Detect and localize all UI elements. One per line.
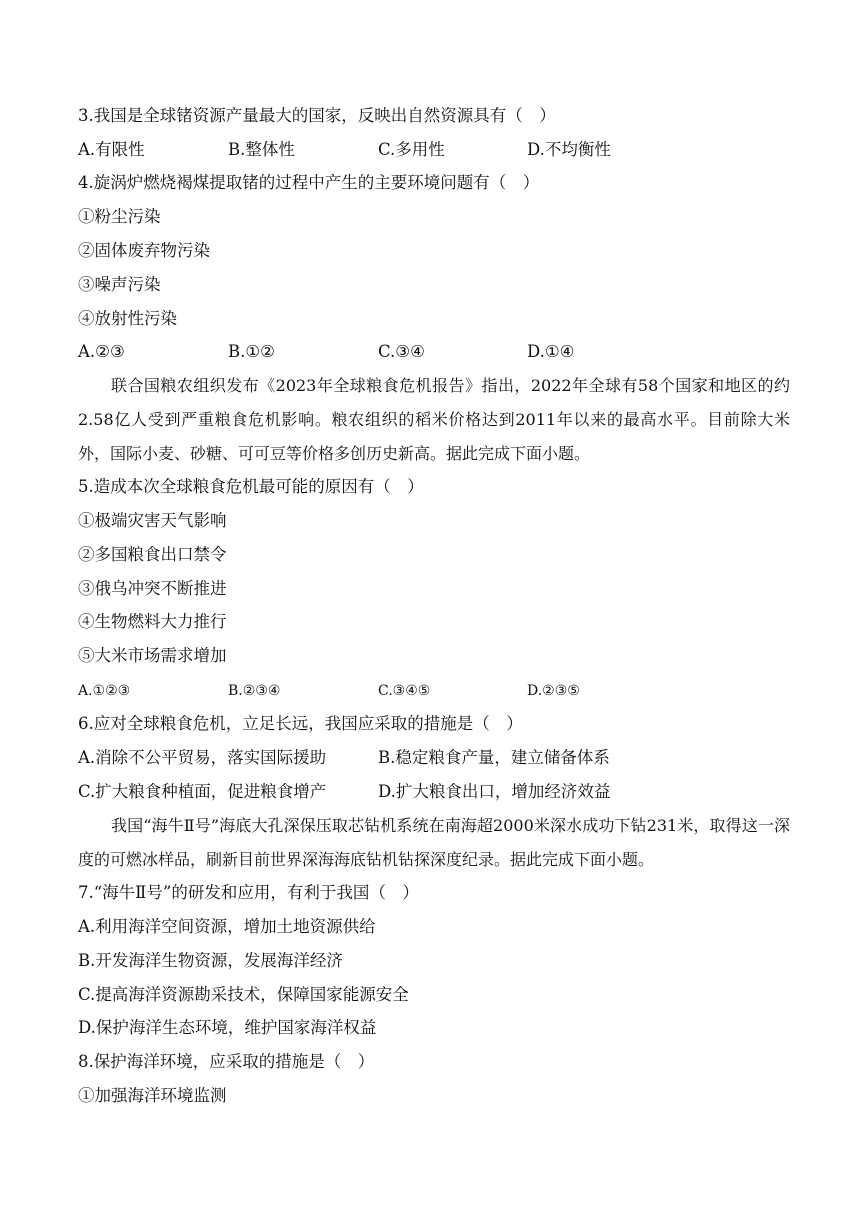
q6-option-b: B.稳定粮食产量，建立储备体系 — [378, 748, 610, 767]
q7-option-d: D.保护海洋生态环境，维护国家海洋权益 — [78, 1018, 377, 1037]
q5-stem: 5.造成本次全球粮食危机最可能的原因有（ ） — [78, 477, 424, 496]
q7-option-c: C.提高海洋资源勘采技术，保障国家能源安全 — [78, 985, 409, 1004]
q4-option-b: B.①② — [228, 342, 275, 361]
q4-item-1: ①粉尘污染 — [78, 207, 161, 226]
q5-options — [78, 680, 790, 702]
q4-item-3: ③噪声污染 — [78, 275, 161, 294]
q6-options-row-1 — [78, 747, 790, 769]
q5-option-b: B.②③④ — [228, 683, 281, 699]
q8-stem: 8.保护海洋环境，应采取的措施是（ ） — [78, 1052, 375, 1071]
q6-option-d: D.扩大粮食出口，增加经济效益 — [378, 782, 611, 801]
q3-options — [78, 139, 790, 161]
q5-option-d: D.②③⑤ — [527, 683, 580, 699]
passage-hainiu: 我国“海牛Ⅱ号”海底大孔深保压取芯钻机系统在南海超2000米深水成功下钻231米，取得这一深度的可燃冰样品，刷新目前世界深海海底钻机钻探深度纪录。据此完成下面小题。 — [78, 816, 790, 869]
q6-options-row-2 — [78, 781, 790, 803]
q4-options — [78, 341, 790, 363]
q5-item-5: ⑤大米市场需求增加 — [78, 646, 227, 665]
q4-item-2: ②固体废弃物污染 — [78, 241, 210, 260]
q5-item-2: ②多国粮食出口禁令 — [78, 545, 227, 564]
q4-option-d: D.①④ — [527, 342, 575, 361]
q4-option-a: A.②③ — [78, 342, 125, 361]
q7-stem: 7.“海牛Ⅱ号”的研发和应用，有利于我国（ ） — [78, 883, 419, 902]
q3-option-a: A.有限性 — [78, 140, 145, 159]
q5-option-a: A.①②③ — [78, 683, 131, 699]
q5-item-3: ③俄乌冲突不断推进 — [78, 579, 227, 598]
q5-item-1: ①极端灾害天气影响 — [78, 511, 227, 530]
q3-stem: 3.我国是全球锗资源产量最大的国家，反映出自然资源具有（ ） — [78, 106, 556, 125]
q7-option-a: A.利用海洋空间资源，增加土地资源供给 — [78, 917, 376, 936]
q5-item-4: ④生物燃料大力推行 — [78, 612, 227, 631]
q4-item-4: ④放射性污染 — [78, 309, 177, 328]
q6-option-c: C.扩大粮食种植面，促进粮食增产 — [78, 782, 327, 801]
q4-option-c: C.③④ — [378, 342, 425, 361]
q8-item-1: ①加强海洋环境监测 — [78, 1086, 227, 1105]
q7-option-b: B.开发海洋生物资源，发展海洋经济 — [78, 951, 343, 970]
q3-option-c: C.多用性 — [378, 140, 445, 159]
q6-stem: 6.应对全球粮食危机，立足长远，我国应采取的措施是（ ） — [78, 714, 523, 733]
q3-option-d: D.不均衡性 — [527, 140, 611, 159]
q5-option-c: C.③④⑤ — [378, 683, 431, 699]
q6-option-a: A.消除不公平贸易，落实国际援助 — [78, 748, 327, 767]
passage-food-crisis: 联合国粮农组织发布《2023年全球粮食危机报告》指出，2022年全球有58个国家和地区的约2.58亿人受到严重粮食危机影响。粮农组织的稻米价格达到2011年以来的最高水平。目前除大米外，国际小麦、砂糖、可可豆等价格多创历史新高。据此完成下面小题。 — [78, 376, 790, 463]
q3-option-b: B.整体性 — [228, 140, 295, 159]
q4-stem: 4.旋涡炉燃烧褐煤提取锗的过程中产生的主要环境问题有（ ） — [78, 173, 540, 192]
